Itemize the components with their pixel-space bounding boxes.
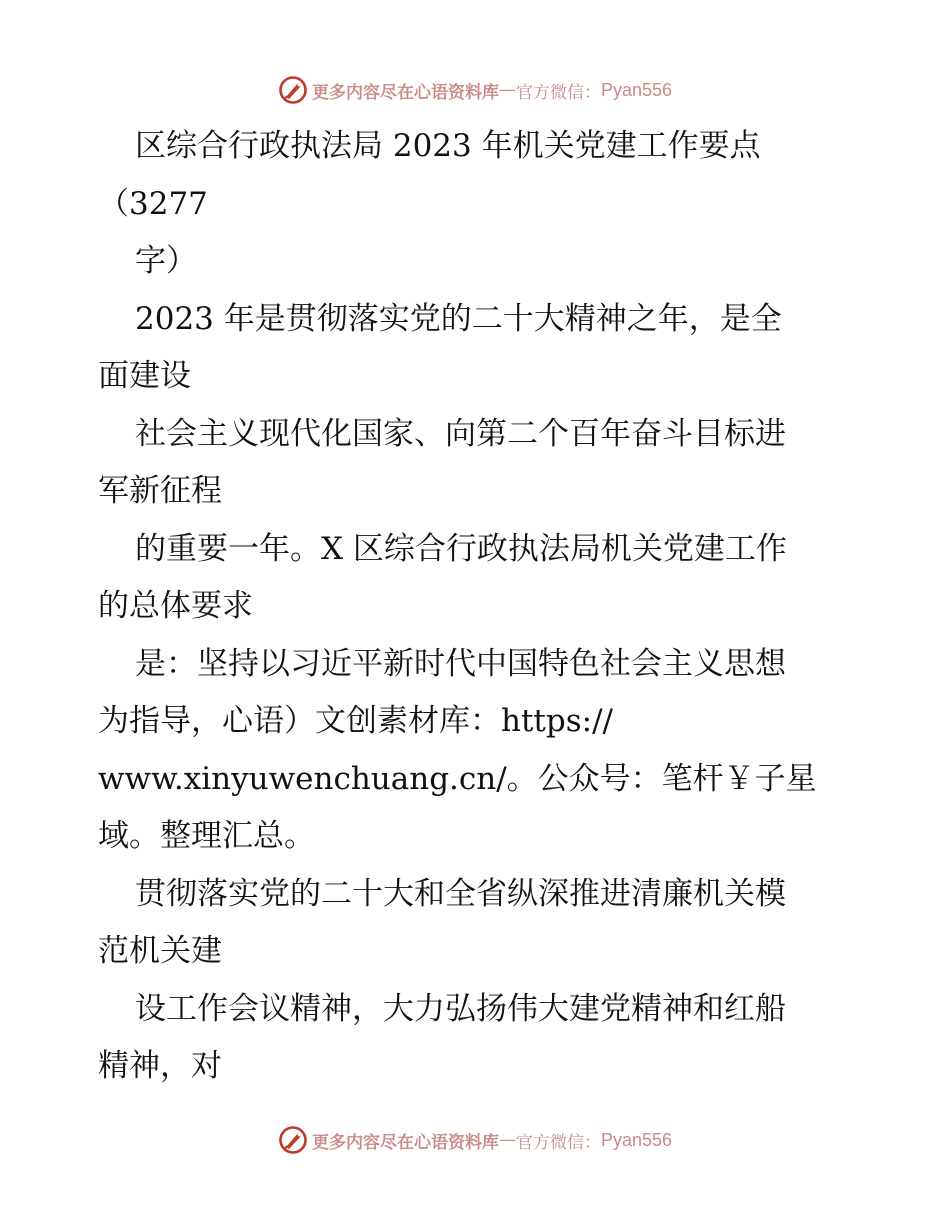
text-line: www.xinyuwenchuang.cn/。公众号：笔杆￥子星: [98, 760, 817, 797]
text-line: 社会主义现代化国家、向第二个百年奋斗目标进: [135, 415, 786, 452]
text-line: 域。整理汇总。: [98, 818, 315, 854]
text-line: 设工作会议精神，大力弘扬伟大建党精神和红船: [135, 990, 786, 1027]
banner-wechat-id: Pyan556: [600, 79, 673, 100]
banner-brand-text: 更多内容尽在心语资料库: [311, 82, 499, 103]
text-line: 为指导，心语）文创素材库：https://: [98, 703, 613, 739]
text-line: 范机关建: [98, 933, 222, 969]
banner-official-label: 官方微信：: [515, 1132, 601, 1153]
text-line: 贯彻落实党的二十大和全省纵深推进清廉机关模: [135, 875, 786, 912]
text-line: 是：坚持以习近平新时代中国特色社会主义思想: [135, 645, 786, 682]
text-line: 字）: [135, 243, 197, 279]
text-line: 2023 年是贯彻落实党的二十大精神之年，是全: [135, 300, 782, 337]
footer-banner: [0, 1122, 950, 1158]
text-line: 精神，对: [98, 1048, 222, 1084]
header-banner: [0, 72, 950, 108]
text-line: （3277: [98, 185, 208, 222]
banner-official-label: 官方微信：: [515, 82, 601, 103]
banner-separator: —: [498, 80, 516, 100]
banner-wechat-id: Pyan556: [600, 1129, 673, 1150]
text-line: 面建设: [98, 358, 191, 394]
document-title-line: 区综合行政执法局 2023 年机关党建工作要点: [135, 128, 761, 164]
banner-brand-text: 更多内容尽在心语资料库: [311, 1132, 499, 1153]
quill-pen-circle-icon: [278, 1125, 308, 1155]
text-line: 军新征程: [98, 473, 222, 509]
quill-pen-circle-icon: [278, 75, 308, 105]
banner-separator: —: [498, 1130, 516, 1150]
text-line: 的总体要求: [98, 588, 253, 624]
text-line: 的重要一年。X 区综合行政执法局机关党建工作: [135, 530, 787, 567]
document-body: [98, 118, 858, 1096]
